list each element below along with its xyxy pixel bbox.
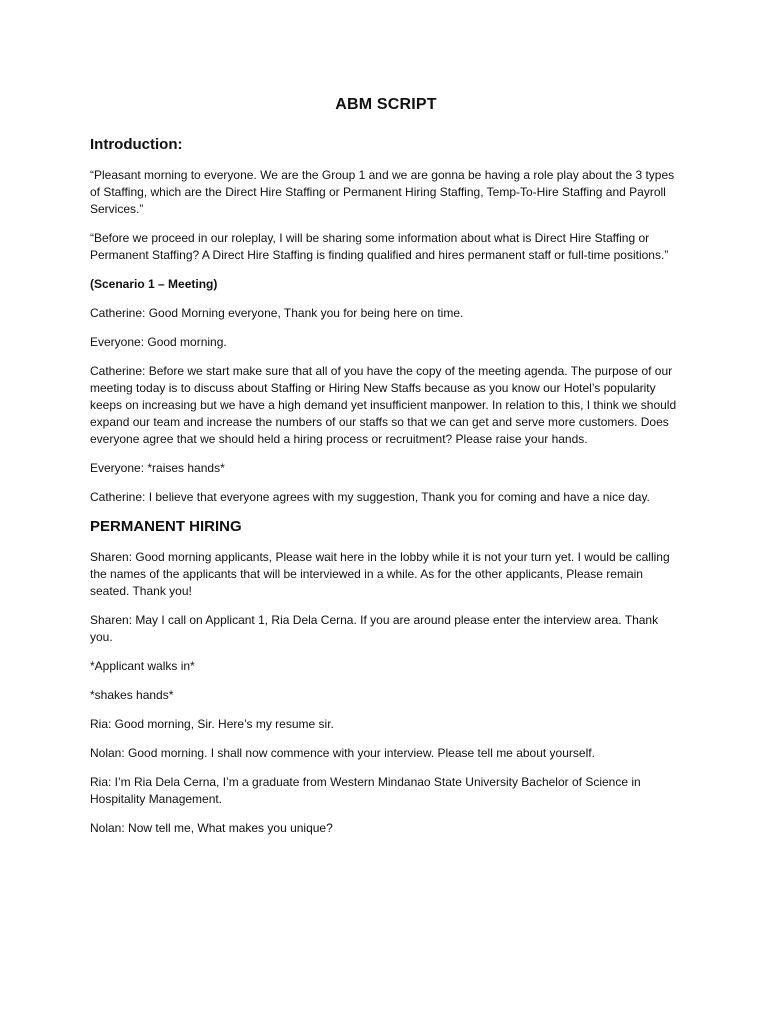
dialogue-line: Everyone: Good morning. bbox=[90, 335, 227, 349]
dialogue-line: Sharen: Good morning applicants, Please wait here in the lobby while it is not your turn yet. I would be calling the names of the applicants that will be interviewed in a while. As for the other applicants, Please remain seated. Thank you! bbox=[90, 550, 670, 598]
dialogue-line: Sharen: May I call on Applicant 1, Ria Dela Cerna. If you are around please enter the interview area. Thank you. bbox=[90, 613, 659, 644]
intro-paragraph: “Before we proceed in our roleplay, I will be sharing some information about what is Direct Hire Staffing or Permanent Staffing? A Direct Hire Staffing is finding qualified and hires permanent staff or full-time positions.” bbox=[90, 231, 669, 262]
document-title: ABM SCRIPT bbox=[335, 96, 437, 113]
permanent-hiring-heading: PERMANENT HIRING bbox=[90, 518, 242, 535]
dialogue-line: Catherine: Good Morning everyone, Thank you for being here on time. bbox=[90, 306, 464, 320]
stage-direction: *shakes hands* bbox=[90, 688, 174, 702]
stage-direction: *Applicant walks in* bbox=[90, 659, 195, 673]
intro-paragraph: “Pleasant morning to everyone. We are the Group 1 and we are gonna be having a role play about the 3 types of Staffing, which are the Direct Hire Staffing or Permanent Hiring Staffing, Temp-To-Hire Staffing and Payroll Services.” bbox=[90, 168, 675, 216]
dialogue-line: Catherine: Before we start make sure that all of you have the copy of the meeting agenda. The purpose of our meeting today is to discuss about Staffing or Hiring New Staffs because as you know our Hotel’s popularity keeps on increasing but we have a high demand yet insufficient manpower. In relation to this, I think we should expand our team and increase the numbers of our staffs so that we can get and serve more customers. Does everyone agree that we should held a hiring process or recruitment? Please raise your hands. bbox=[90, 364, 677, 446]
dialogue-line: Nolan: Good morning. I shall now commence with your interview. Please tell me about yourself. bbox=[90, 746, 595, 760]
introduction-heading: Introduction: bbox=[90, 136, 183, 153]
dialogue-line: Ria: I’m Ria Dela Cerna, I’m a graduate from Western Mindanao State University Bachelor of Science in Hospitality Management. bbox=[90, 775, 641, 806]
dialogue-line: Nolan: Now tell me, What makes you unique? bbox=[90, 821, 333, 835]
document-body bbox=[90, 96, 682, 849]
scenario-label: (Scenario 1 – Meeting) bbox=[90, 277, 218, 291]
dialogue-line: Everyone: *raises hands* bbox=[90, 461, 225, 475]
dialogue-line: Catherine: I believe that everyone agrees with my suggestion, Thank you for coming and have a nice day. bbox=[90, 490, 650, 504]
dialogue-line: Ria: Good morning, Sir. Here’s my resume sir. bbox=[90, 717, 334, 731]
